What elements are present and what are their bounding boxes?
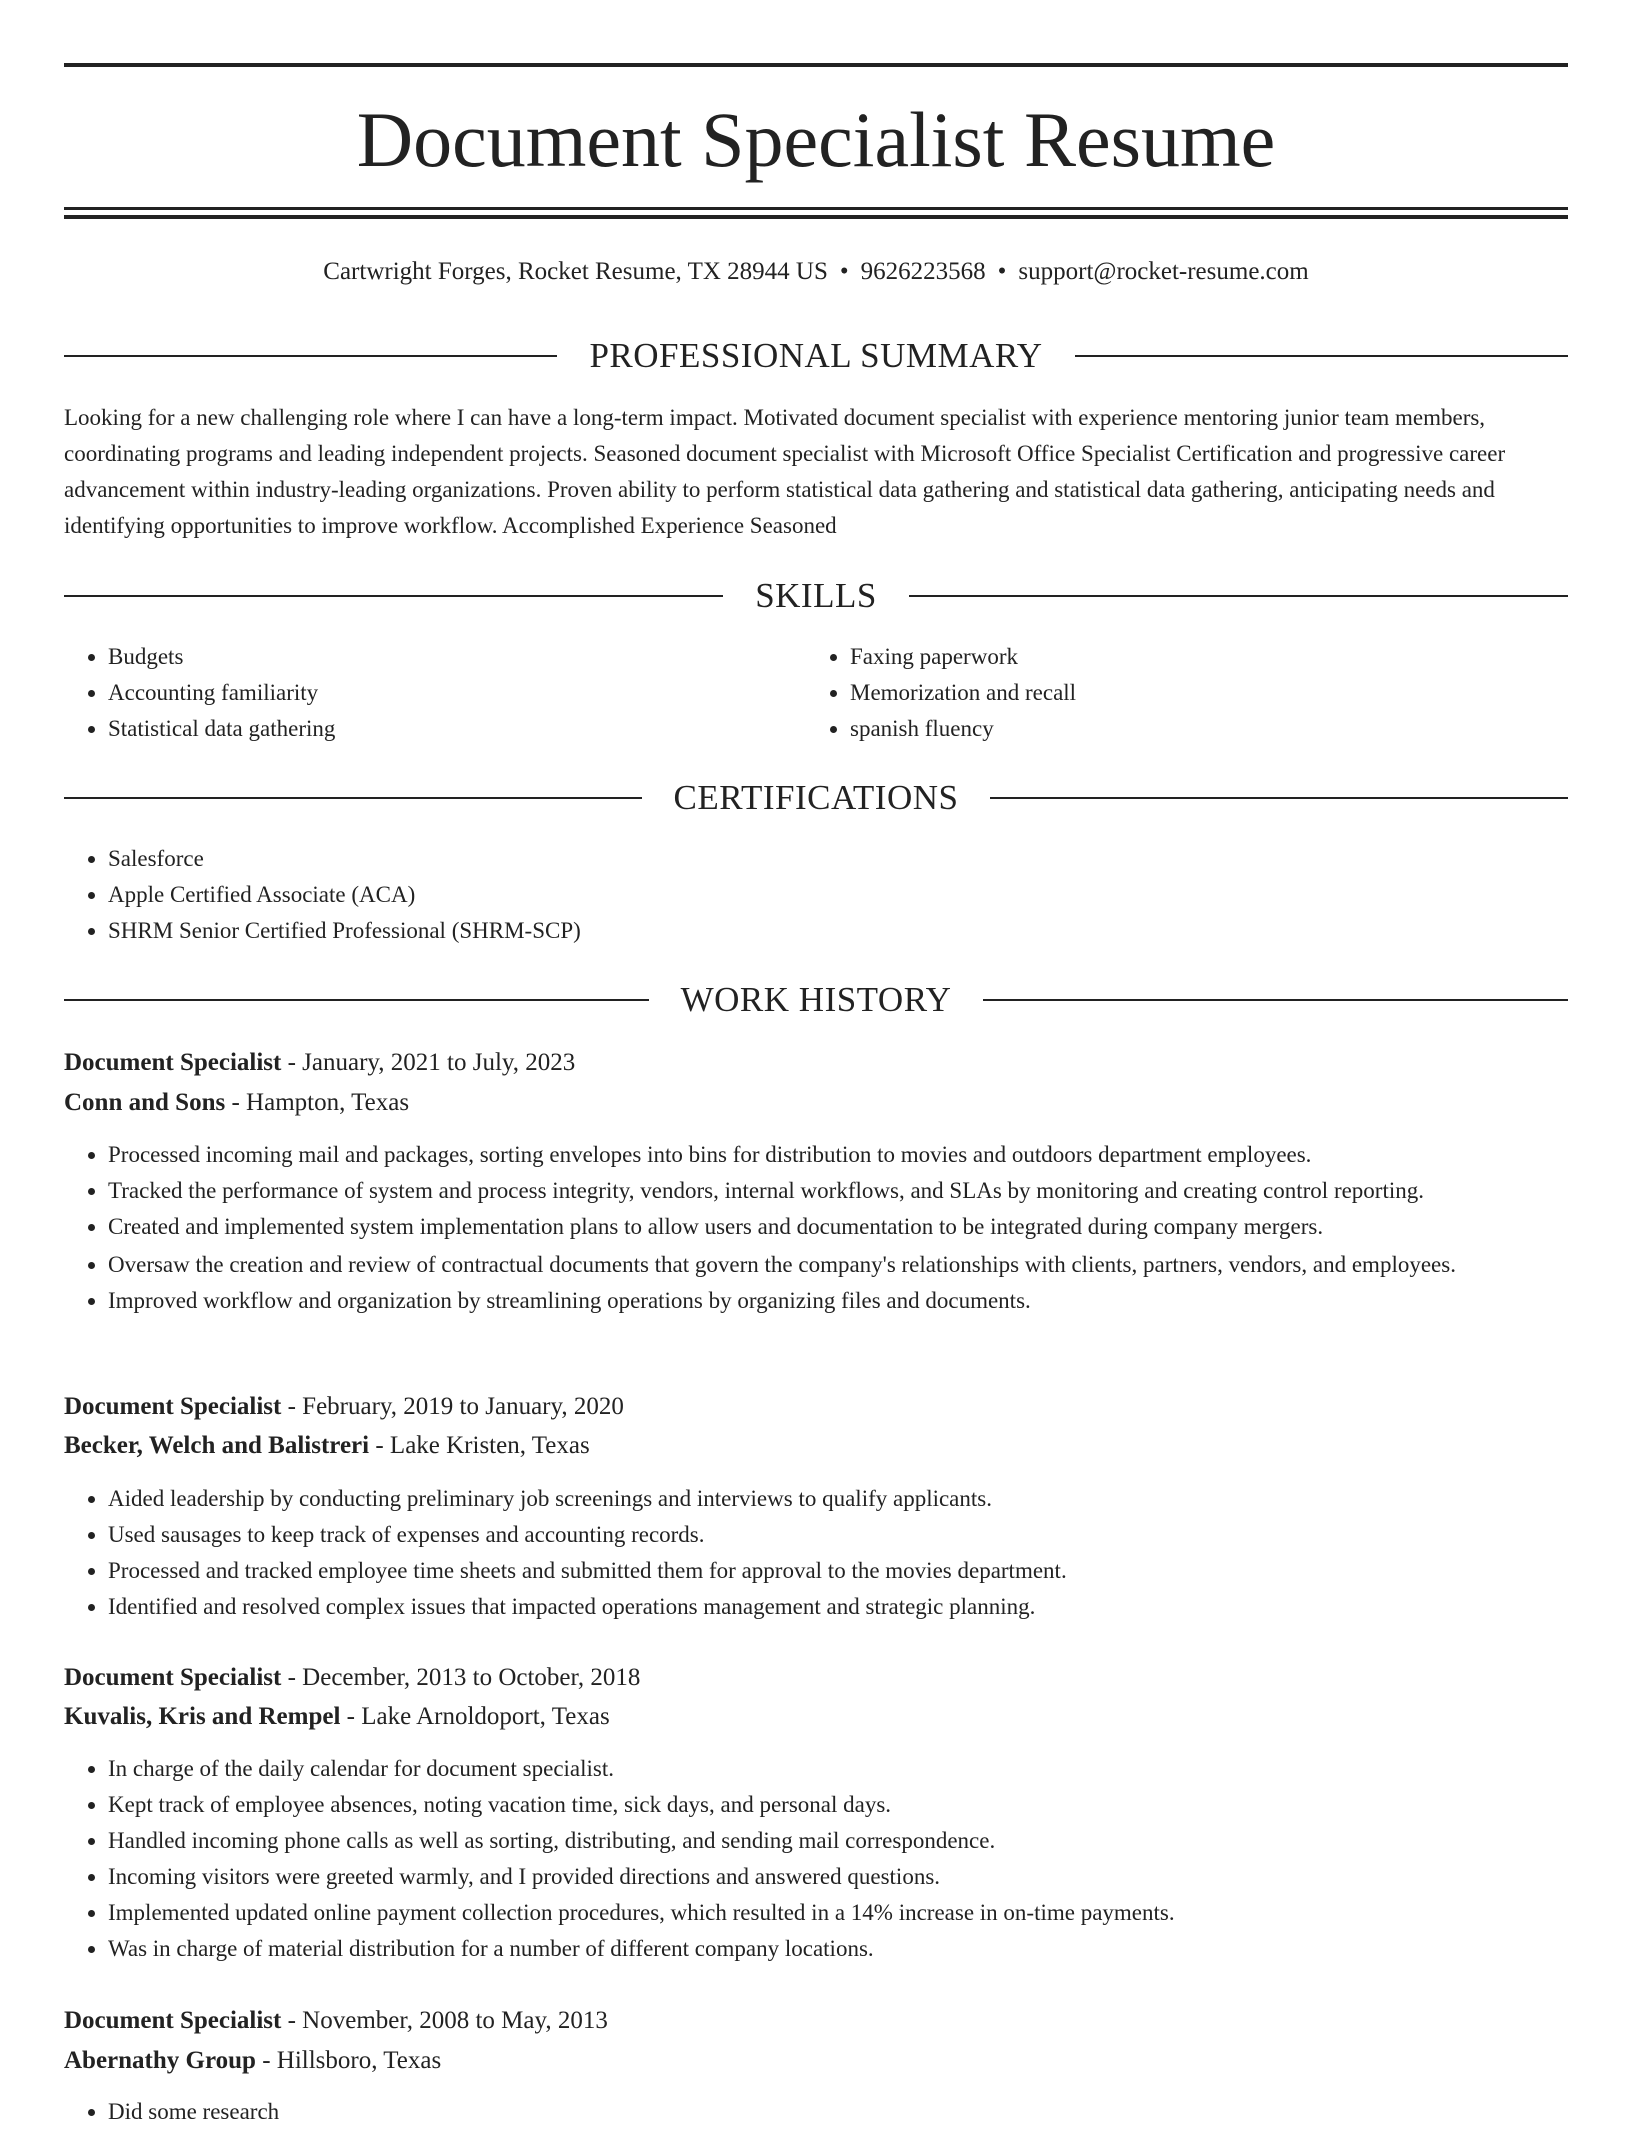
skill-item: • Memorization and recall xyxy=(850,675,1550,711)
skill-item: • spanish fluency xyxy=(850,711,1550,747)
job-bullet: • Kept track of employee absences, noting vacation time, sick days, and personal days. xyxy=(108,1787,1612,1823)
divider-line xyxy=(64,595,723,597)
skills-heading: SKILLS xyxy=(755,576,877,615)
work-section-header xyxy=(64,978,1568,1022)
job-company: Kuvalis, Kris and Rempel xyxy=(64,1703,341,1730)
job-bullet: • Improved workflow and organization by streamlining operations by organizing files and documents. xyxy=(108,1283,1612,1319)
skill-item: • Budgets xyxy=(108,639,808,675)
job-bullet: • Incoming visitors were greeted warmly, and I provided directions and answered questions. xyxy=(108,1859,1612,1895)
job-bullet: • Aided leadership by conducting preliminary job screenings and interviews to qualify applicants. xyxy=(108,1481,1612,1517)
job-company: Becker, Welch and Balistreri xyxy=(64,1432,370,1459)
skill-item: • Statistical data gathering xyxy=(108,711,808,747)
contact-phone: 9626223568 xyxy=(860,258,986,285)
summary-heading: PROFESSIONAL SUMMARY xyxy=(589,336,1043,375)
certification-item: • Salesforce xyxy=(108,841,1568,877)
skills-list-right xyxy=(806,639,1550,747)
title-rule-lower xyxy=(64,215,1568,219)
job-bullet: • Was in charge of material distribution for a number of different company locations. xyxy=(108,1931,1612,1967)
job-bullet: • Tracked the performance of system and process integrity, vendors, internal workflows, and SLAs by monitoring and creating control reporting. xyxy=(108,1173,1612,1209)
job-title-line xyxy=(64,1044,1568,1082)
job-bullet: • In charge of the daily calendar for document specialist. xyxy=(108,1751,1612,1787)
skills-section-header xyxy=(64,574,1568,618)
certifications-heading: CERTIFICATIONS xyxy=(673,778,959,817)
certification-item: • Apple Certified Associate (ACA) xyxy=(108,877,1568,913)
job-title: Document Specialist xyxy=(64,1049,282,1076)
job-title-line xyxy=(64,1388,1568,1426)
job-title-line xyxy=(64,2002,1568,2040)
job-company-line xyxy=(64,2042,1568,2080)
certification-item: • SHRM Senior Certified Professional (SHRM-SCP) xyxy=(108,913,1568,949)
divider-line xyxy=(64,797,642,799)
divider-line xyxy=(64,999,649,1001)
contact-separator: • xyxy=(839,258,849,285)
resume-title: Document Specialist Resume xyxy=(356,96,1276,183)
job-company-line xyxy=(64,1698,1568,1736)
job-bullet: • Oversaw the creation and review of contractual documents that govern the company's relationships with clients, partners, vendors, and employees. xyxy=(108,1247,1612,1283)
certifications-section-header xyxy=(64,776,1568,820)
contact-separator: • xyxy=(997,258,1007,285)
job-location: - Lake Arnoldoport, Texas xyxy=(340,1703,610,1730)
contact-address: Cartwright Forges, Rocket Resume, TX 28944 US xyxy=(323,258,828,285)
work-heading: WORK HISTORY xyxy=(680,980,952,1019)
job-company: Conn and Sons xyxy=(64,1089,226,1116)
job-bullet: • Implemented updated online payment collection procedures, which resulted in a 14% increase in on-time payments. xyxy=(108,1895,1612,1931)
job-bullet: • Created and implemented system implementation plans to allow users and documentation to be integrated during company mergers. xyxy=(108,1209,1612,1245)
job-title: Document Specialist xyxy=(64,2007,282,2034)
job-company-line xyxy=(64,1427,1568,1465)
job-bullets xyxy=(64,1137,1612,1319)
job-bullet: • Processed incoming mail and packages, sorting envelopes into bins for distribution to movies and outdoors department employees. xyxy=(108,1137,1612,1173)
job-bullet: • Identified and resolved complex issues that impacted operations management and strategic planning. xyxy=(108,1589,1612,1625)
job-dates: - February, 2019 to January, 2020 xyxy=(281,1393,624,1420)
divider-line xyxy=(909,595,1568,597)
job-company-line xyxy=(64,1084,1568,1122)
skill-item: • Faxing paperwork xyxy=(850,639,1550,675)
divider-line xyxy=(990,797,1568,799)
certifications-list xyxy=(64,841,1568,949)
job-bullet: • Handled incoming phone calls as well as sorting, distributing, and sending mail correspondence. xyxy=(108,1823,1612,1859)
job-bullet: • Used sausages to keep track of expenses and accounting records. xyxy=(108,1517,1612,1553)
job-dates: - December, 2013 to October, 2018 xyxy=(281,1664,641,1691)
job-bullets xyxy=(64,2094,1612,2130)
divider-line xyxy=(983,999,1568,1001)
contact-line xyxy=(64,254,1568,290)
job-location: - Hillsboro, Texas xyxy=(255,2047,442,2074)
skills-list-left xyxy=(64,639,808,747)
contact-email: support@rocket-resume.com xyxy=(1018,258,1309,285)
summary-text: Looking for a new challenging role where I can have a long-term impact. Motivated document specialist with experience mentoring junior team members, coordinating programs and leading independent projects. Seasoned document specialist with Microsoft Office Specialist Certification and progressive career advancement within industry-leading organizations. Proven ability to perform statistical data gathering and statistical data gathering, anticipating needs and identifying opportunities to improve workflow. Accomplished Experience Seasoned xyxy=(64,405,1506,538)
job-location: - Hampton, Texas xyxy=(225,1089,410,1116)
divider-line xyxy=(1075,355,1568,357)
skill-item: • Accounting familiarity xyxy=(108,675,808,711)
job-company: Abernathy Group xyxy=(64,2047,256,2074)
job-title-line xyxy=(64,1659,1568,1697)
job-dates: - November, 2008 to May, 2013 xyxy=(281,2007,608,2034)
job-location: - Lake Kristen, Texas xyxy=(369,1432,590,1459)
top-rule xyxy=(64,63,1568,67)
summary-section-header xyxy=(64,334,1568,378)
job-title: Document Specialist xyxy=(64,1393,282,1420)
job-dates: - January, 2021 to July, 2023 xyxy=(281,1049,576,1076)
job-bullet: • Processed and tracked employee time sheets and submitted them for approval to the movies department. xyxy=(108,1553,1612,1589)
job-bullets xyxy=(64,1751,1612,1967)
divider-line xyxy=(64,355,557,357)
job-title: Document Specialist xyxy=(64,1664,282,1691)
job-bullets xyxy=(64,1481,1612,1625)
title-rule-upper xyxy=(64,207,1568,210)
job-bullet: • Did some research xyxy=(108,2094,1612,2130)
